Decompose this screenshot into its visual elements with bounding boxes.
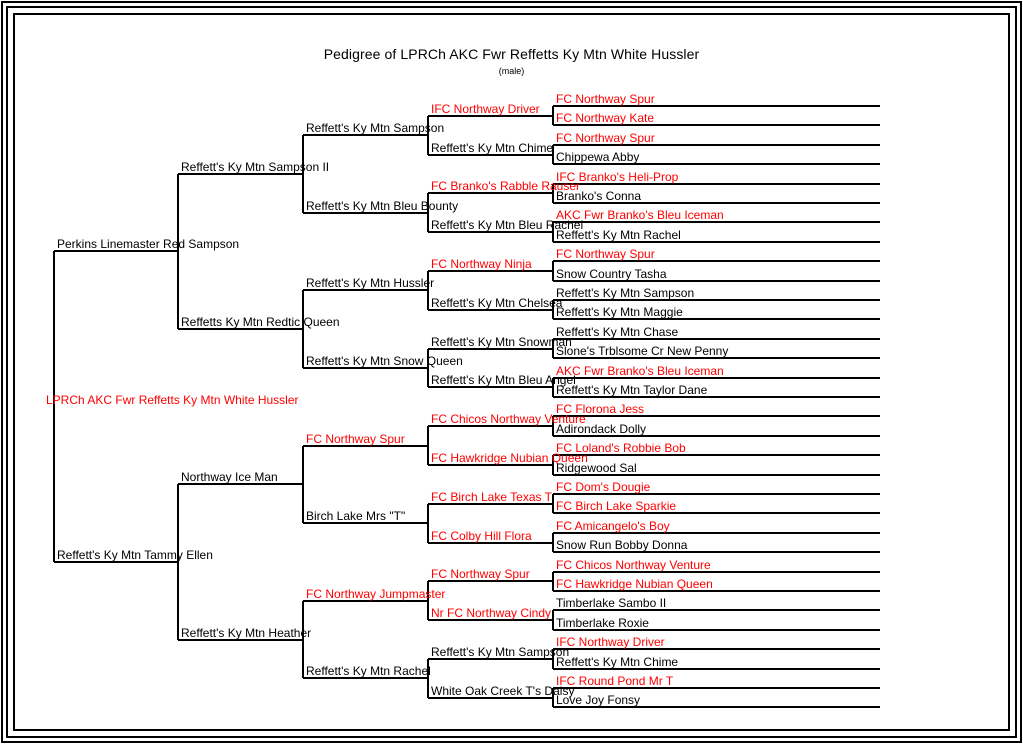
dog-name-gen5-23: Snow Run Bobby Donna — [556, 538, 688, 552]
dog-name-gen5-0: FC Northway Spur — [556, 92, 655, 106]
dog-name-gen2-1: Reffetts Ky Mtn Redtic Queen — [181, 315, 340, 329]
page-title: Pedigree of LPRCh AKC Fwr Reffetts Ky Mtn White Hussler — [323, 46, 700, 62]
dog-name-gen5-27: Timberlake Roxie — [556, 616, 649, 630]
dog-name-gen5-25: FC Hawkridge Nubian Queen — [556, 577, 713, 591]
dog-name-gen4-2: FC Branko's Rabble Rauser — [431, 179, 581, 193]
dog-name-gen4-5: Reffett's Ky Mtn Chelsea — [431, 296, 563, 310]
dog-name-gen5-9: Snow Country Tasha — [556, 267, 667, 281]
dog-name-gen5-13: Slone's Trblsome Cr New Penny — [556, 344, 729, 358]
dog-name-gen4-1: Reffett's Ky Mtn Chime — [431, 141, 554, 155]
dog-name-gen5-15: Reffett's Ky Mtn Taylor Dane — [556, 383, 708, 397]
dog-name-gen4-15: White Oak Creek T's Daisy — [431, 684, 575, 698]
dog-name-gen5-7: Reffett's Ky Mtn Rachel — [556, 228, 681, 242]
dog-name-gen5-29: Reffett's Ky Mtn Chime — [556, 655, 679, 669]
dog-name-gen0-0: LPRCh AKC Fwr Reffetts Ky Mtn White Hussler — [46, 393, 299, 407]
dog-name-gen4-10: FC Birch Lake Texas T — [431, 490, 552, 504]
dog-name-gen5-18: FC Loland's Robbie Bob — [556, 441, 686, 455]
dog-name-gen5-12: Reffett's Ky Mtn Chase — [556, 325, 679, 339]
dog-name-gen3-4: FC Northway Spur — [306, 432, 405, 446]
dog-name-gen4-9: FC Hawkridge Nubian Queen — [431, 451, 588, 465]
dog-name-gen4-3: Reffett's Ky Mtn Bleu Rachel — [431, 218, 584, 232]
dog-name-gen5-8: FC Northway Spur — [556, 247, 655, 261]
dog-name-gen5-30: IFC Round Pond Mr T — [556, 674, 674, 688]
dog-name-gen5-16: FC Florona Jess — [556, 402, 645, 416]
dog-name-gen5-24: FC Chicos Northway Venture — [556, 558, 711, 572]
dog-name-gen5-6: AKC Fwr Branko's Bleu Iceman — [556, 208, 724, 222]
dog-name-gen5-20: FC Dom's Dougie — [556, 480, 651, 494]
dog-name-gen5-11: Reffett's Ky Mtn Maggie — [556, 305, 683, 319]
dog-name-gen5-31: Love Joy Fonsy — [556, 693, 641, 707]
dog-name-gen4-8: FC Chicos Northway Venture — [431, 412, 586, 426]
dog-name-gen1-0: Perkins Linemaster Red Sampson — [57, 237, 240, 251]
dog-name-gen5-28: IFC Northway Driver — [556, 635, 665, 649]
dog-name-gen2-0: Reffett's Ky Mtn Sampson II — [181, 160, 330, 174]
dog-name-gen4-0: IFC Northway Driver — [431, 102, 540, 116]
dog-name-gen3-1: Reffett's Ky Mtn Bleu Bounty — [306, 199, 459, 213]
dog-name-gen5-26: Timberlake Sambo II — [556, 596, 667, 610]
dog-name-gen4-4: FC Northway Ninja — [431, 257, 532, 271]
dog-name-gen3-0: Reffett's Ky Mtn Sampson — [306, 121, 445, 135]
dog-name-gen4-14: Reffett's Ky Mtn Sampson — [431, 645, 570, 659]
dog-name-gen4-11: FC Colby Hill Flora — [431, 529, 532, 543]
dog-name-gen5-10: Reffett's Ky Mtn Sampson — [556, 286, 695, 300]
dog-name-gen3-7: Reffett's Ky Mtn Rachel — [306, 664, 431, 678]
dog-name-gen3-3: Reffett's Ky Mtn Snow Queen — [306, 354, 463, 368]
dog-name-gen2-2: Northway Ice Man — [181, 470, 278, 484]
dog-name-gen4-6: Reffett's Ky Mtn Snowman — [431, 335, 572, 349]
dog-name-gen5-5: Branko's Conna — [556, 189, 642, 203]
dog-name-gen4-13: Nr FC Northway Cindy — [431, 606, 552, 620]
dog-name-gen3-2: Reffett's Ky Mtn Hussler — [306, 276, 435, 290]
dog-name-gen5-19: Ridgewood Sal — [556, 461, 637, 475]
sex-label: (male) — [498, 66, 525, 76]
dog-name-gen5-21: FC Birch Lake Sparkie — [556, 499, 677, 513]
dog-name-gen4-12: FC Northway Spur — [431, 567, 530, 581]
dog-name-gen2-3: Reffett's Ky Mtn Heather — [181, 626, 312, 640]
dog-name-gen5-2: FC Northway Spur — [556, 131, 655, 145]
dog-name-gen5-22: FC Amicangelo's Boy — [556, 519, 670, 533]
dog-name-gen4-7: Reffett's Ky Mtn Bleu Angel — [431, 373, 576, 387]
dog-name-gen1-1: Reffett's Ky Mtn Tammy Ellen — [57, 548, 213, 562]
dog-name-gen3-6: FC Northway Jumpmaster — [306, 587, 446, 601]
dog-name-gen3-5: Birch Lake Mrs "T" — [306, 509, 406, 523]
dog-name-gen5-17: Adirondack Dolly — [556, 422, 647, 436]
dog-name-gen5-4: IFC Branko's Heli-Prop — [556, 170, 679, 184]
dog-name-gen5-14: AKC Fwr Branko's Bleu Iceman — [556, 364, 724, 378]
dog-name-gen5-3: Chippewa Abby — [556, 150, 640, 164]
dog-name-gen5-1: FC Northway Kate — [556, 111, 655, 125]
